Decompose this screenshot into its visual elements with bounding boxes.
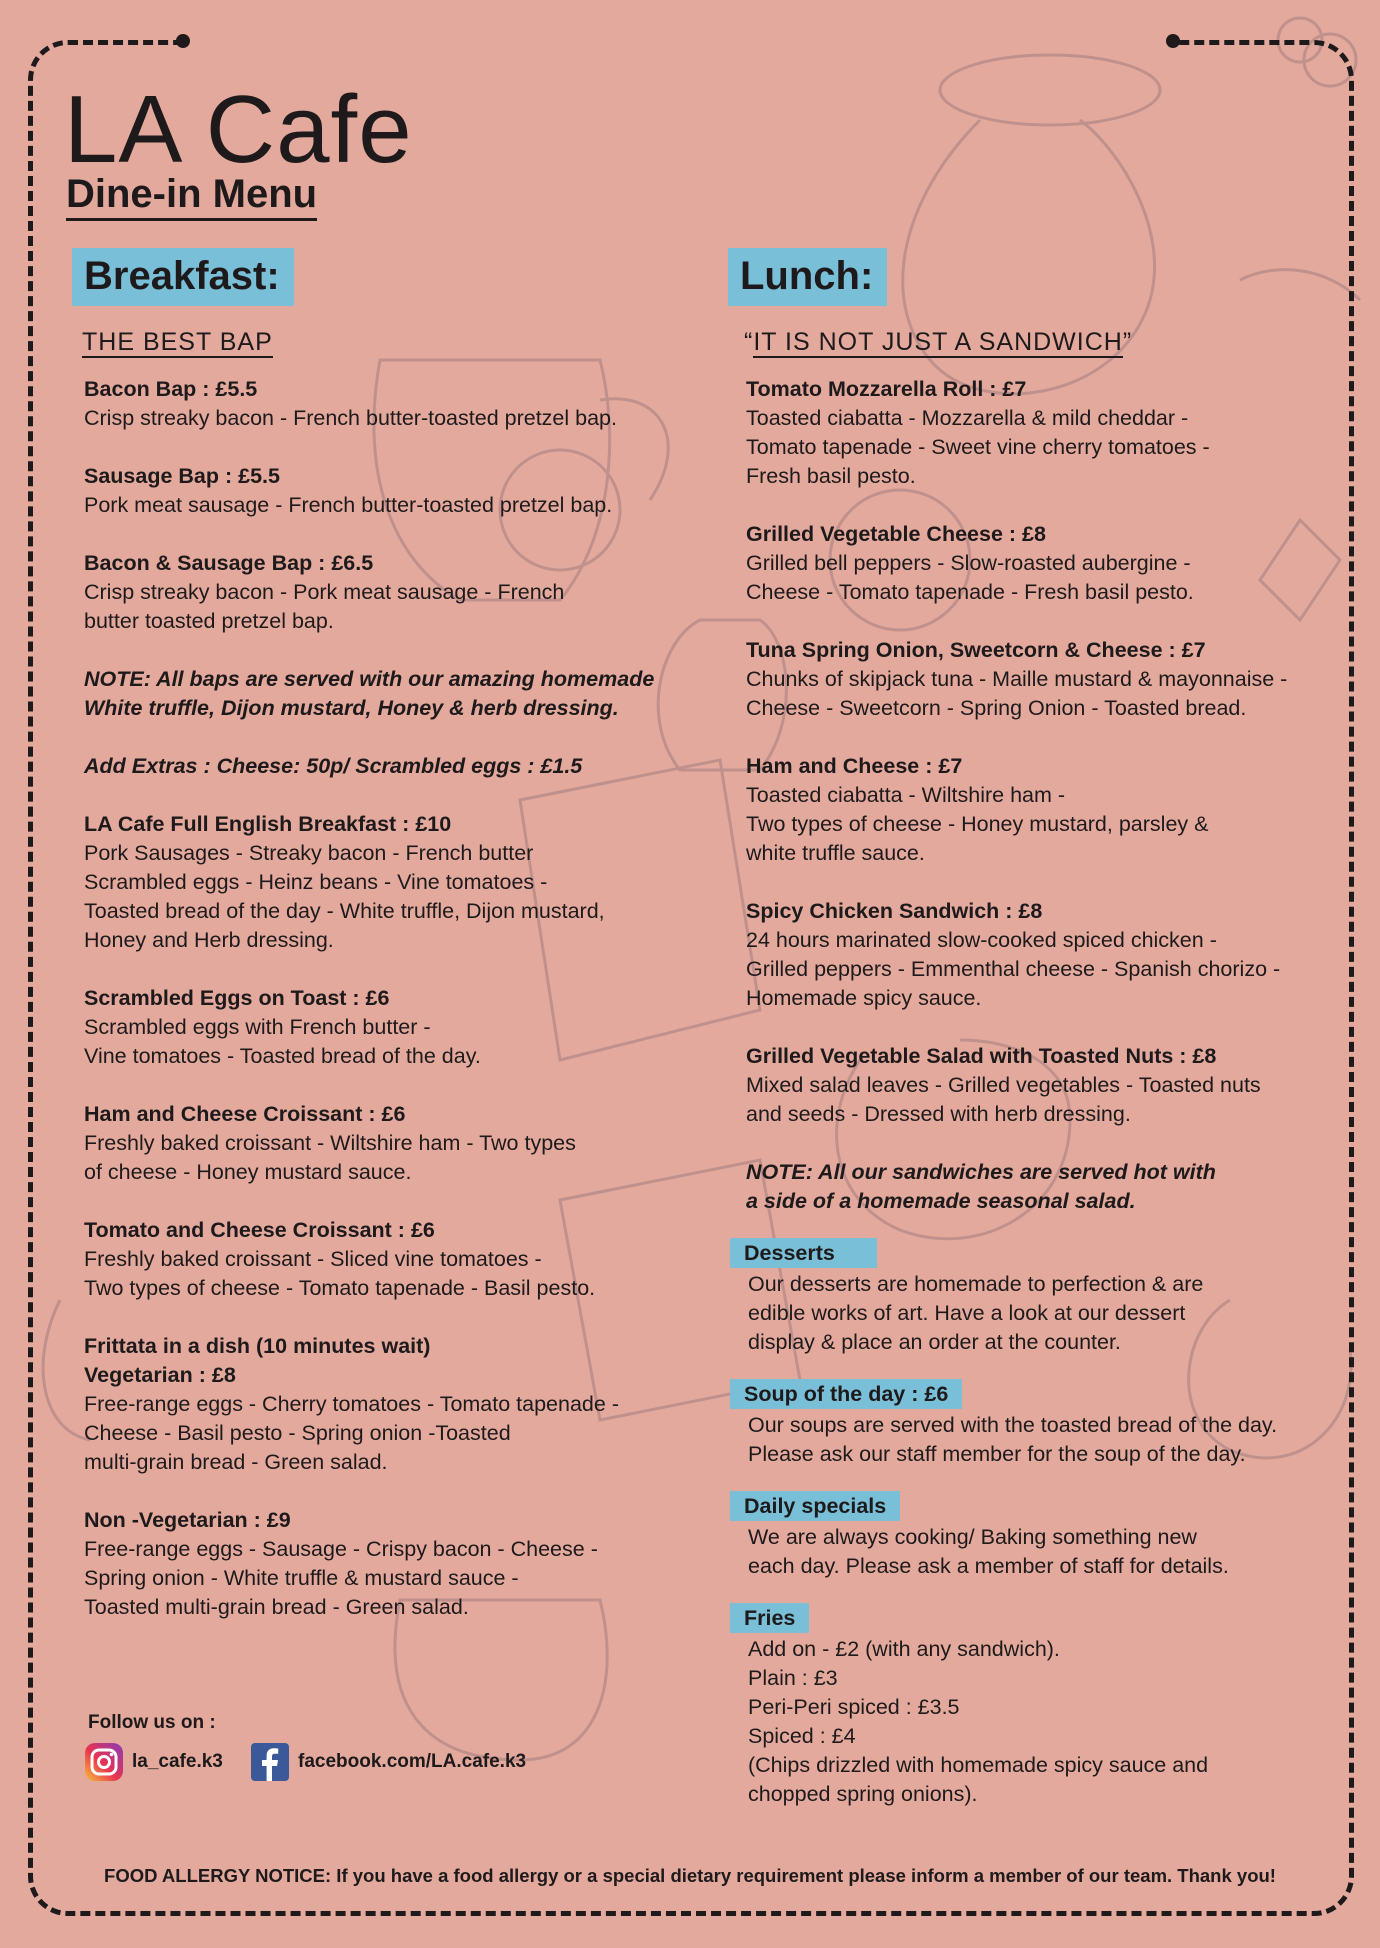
instagram-icon [84,1742,124,1782]
menu-item [84,1100,692,1187]
item-description-line: Grilled peppers - Emmenthal cheese - Spanish chorizo - [746,957,1281,981]
instagram-handle: la_cafe.k3 [132,1751,223,1772]
menu-item [84,1216,692,1303]
menu-item [84,462,692,520]
menu-item [84,1506,692,1622]
facebook-icon [250,1742,290,1782]
text-line: display & place an order at the counter. [748,1330,1121,1354]
text-line: Add on - £2 (with any sandwich). [748,1637,1060,1661]
item-description-line: Toasted multi-grain bread - Green salad. [84,1595,469,1619]
item-name: Grilled Vegetable Cheese : £8 [746,522,1046,546]
fries-heading: Fries [730,1603,809,1633]
item-description-line: Homemade spicy sauce. [746,986,982,1010]
item-description-line: butter toasted pretzel bap. [84,609,334,633]
item-name: LA Cafe Full English Breakfast : £10 [84,812,452,836]
item-name: Tuna Spring Onion, Sweetcorn & Cheese : £7 [746,638,1206,662]
specials-heading: Daily specials [730,1491,900,1521]
item-name: Bacon Bap : £5.5 [84,377,258,401]
item-description-line: Toasted bread of the day - White truffle, Dijon mustard, [84,899,605,923]
item-name: Ham and Cheese Croissant : £6 [84,1102,406,1126]
text-line: Our soups are served with the toasted bread of the day. [748,1413,1278,1437]
menu-item [746,636,1328,723]
lunch-section [728,248,1328,1809]
item-description: Pork meat sausage - French butter-toasted pretzel bap. [84,493,613,517]
item-description-line: of cheese - Honey mustard sauce. [84,1160,412,1184]
item-description-line: Spring onion - White truffle & mustard sauce - [84,1566,519,1590]
border-dot-left [176,34,190,48]
item-description: Crisp streaky bacon - French butter-toasted pretzel bap. [84,406,617,430]
item-description-line: Honey and Herb dressing. [84,928,334,952]
bap-note [84,665,692,723]
menu-item [746,1042,1328,1129]
item-variant: Vegetarian : £8 [84,1363,236,1387]
item-description-line: Freshly baked croissant - Wiltshire ham - Two types [84,1131,576,1155]
item-description-line: Scrambled eggs with French butter - [84,1015,431,1039]
note-line: Add Extras : Cheese: 50p/ Scrambled eggs : £1.5 [84,754,583,778]
text-line: each day. Please ask a member of staff for details. [748,1554,1229,1578]
item-description-line: Vine tomatoes - Toasted bread of the day. [84,1044,481,1068]
facebook-link[interactable] [250,1742,526,1782]
text-line: Peri-Peri spiced : £3.5 [748,1695,960,1719]
item-description-line: Grilled bell peppers - Slow-roasted aubergine - [746,551,1191,575]
text-line: Spiced : £4 [748,1724,856,1748]
item-name: Tomato and Cheese Croissant : £6 [84,1218,435,1242]
item-description-line: Mixed salad leaves - Grilled vegetables - Toasted nuts [746,1073,1261,1097]
note-line: a side of a homemade seasonal salad. [746,1189,1136,1213]
item-name: Bacon & Sausage Bap : £6.5 [84,551,374,575]
item-description-line: Cheese - Basil pesto - Spring onion -Toasted [84,1421,511,1445]
item-description-line: Free-range eggs - Sausage - Crispy bacon - Cheese - [84,1537,598,1561]
item-description-line: and seeds - Dressed with herb dressing. [746,1102,1131,1126]
lunch-heading: Lunch: [728,248,887,306]
lunch-tagline: “IT IS NOT JUST A SANDWICH” [744,328,1133,356]
item-name: Grilled Vegetable Salad with Toasted Nuts : £8 [746,1044,1217,1068]
menu-item [84,375,692,433]
item-name: Non -Vegetarian : £9 [84,1508,291,1532]
text-line: Our desserts are homemade to perfection & are [748,1272,1204,1296]
item-name: Tomato Mozzarella Roll : £7 [746,377,1027,401]
item-description-line: Freshly baked croissant - Sliced vine tomatoes - [84,1247,542,1271]
specials-block [732,1491,1328,1581]
desserts-heading: Desserts [730,1238,877,1268]
extras-block [730,1238,1328,1809]
item-description-line: Crisp streaky bacon - Pork meat sausage - French [84,580,565,604]
item-description-line: Fresh basil pesto. [746,464,916,488]
item-name: Frittata in a dish (10 minutes wait) [84,1334,431,1358]
soup-block [732,1379,1328,1469]
menu-item [84,984,692,1071]
item-description-line: white truffle sauce. [746,841,925,865]
item-description-line: Free-range eggs - Cherry tomatoes - Tomato tapenade - [84,1392,619,1416]
cafe-name: LA Cafe [64,76,413,183]
menu-subtitle: Dine-in Menu [66,172,317,221]
item-description-line: Toasted ciabatta - Mozzarella & mild cheddar - [746,406,1189,430]
text-line: (Chips drizzled with homemade spicy sauce and [748,1753,1209,1777]
item-name: Scrambled Eggs on Toast : £6 [84,986,390,1010]
follow-label: Follow us on : [88,1712,216,1733]
menu-item [84,810,692,955]
text-line: edible works of art. Have a look at our dessert [748,1301,1186,1325]
breakfast-section [72,248,692,1622]
item-name: Sausage Bap : £5.5 [84,464,280,488]
note-line: White truffle, Dijon mustard, Honey & herb dressing. [84,696,619,720]
breakfast-heading: Breakfast: [72,248,294,306]
item-description-line: 24 hours marinated slow-cooked spiced chicken - [746,928,1217,952]
item-description-line: Tomato tapenade - Sweet vine cherry tomatoes - [746,435,1210,459]
item-description-line: Cheese - Tomato tapenade - Fresh basil pesto. [746,580,1194,604]
item-description-line: Toasted ciabatta - Wiltshire ham - [746,783,1066,807]
menu-item [84,1332,692,1477]
item-name: Ham and Cheese : £7 [746,754,963,778]
text-line: chopped spring onions). [748,1782,978,1806]
breakfast-tagline: THE BEST BAP [82,328,273,356]
text-line: We are always cooking/ Baking something new [748,1525,1197,1549]
fries-block [732,1603,1328,1809]
note-line: NOTE: All baps are served with our amazing homemade [84,667,655,691]
allergy-notice: FOOD ALLERGY NOTICE: If you have a food allergy or a special dietary requirement please inform a member of our team. Thank you! [104,1865,1276,1886]
item-description-line: multi-grain bread - Green salad. [84,1450,388,1474]
item-description-line: Cheese - Sweetcorn - Spring Onion - Toasted bread. [746,696,1247,720]
menu-item [746,375,1328,491]
item-description-line: Scrambled eggs - Heinz beans - Vine tomatoes - [84,870,548,894]
sandwich-note [746,1158,1328,1216]
item-name: Spicy Chicken Sandwich : £8 [746,899,1043,923]
facebook-url: facebook.com/LA.cafe.k3 [298,1751,527,1772]
item-description-line: Two types of cheese - Honey mustard, parsley & [746,812,1209,836]
border-dot-right [1166,34,1180,48]
menu-item [746,897,1328,1013]
text-line: Plain : £3 [748,1666,838,1690]
text-line: Please ask our staff member for the soup of the day. [748,1442,1246,1466]
note-line: NOTE: All our sandwiches are served hot with [746,1160,1216,1184]
item-description-line: Chunks of skipjack tuna - Maille mustard & mayonnaise - [746,667,1288,691]
soup-heading: Soup of the day : £6 [730,1379,962,1409]
instagram-link[interactable] [84,1742,223,1782]
menu-item [746,520,1328,607]
menu-item [746,752,1328,868]
extras-note [84,752,692,781]
desserts-block [732,1238,1328,1357]
item-description-line: Pork Sausages - Streaky bacon - French butter [84,841,534,865]
item-description-line: Two types of cheese - Tomato tapenade - Basil pesto. [84,1276,596,1300]
menu-item [84,549,692,636]
border-gap [188,30,1173,52]
